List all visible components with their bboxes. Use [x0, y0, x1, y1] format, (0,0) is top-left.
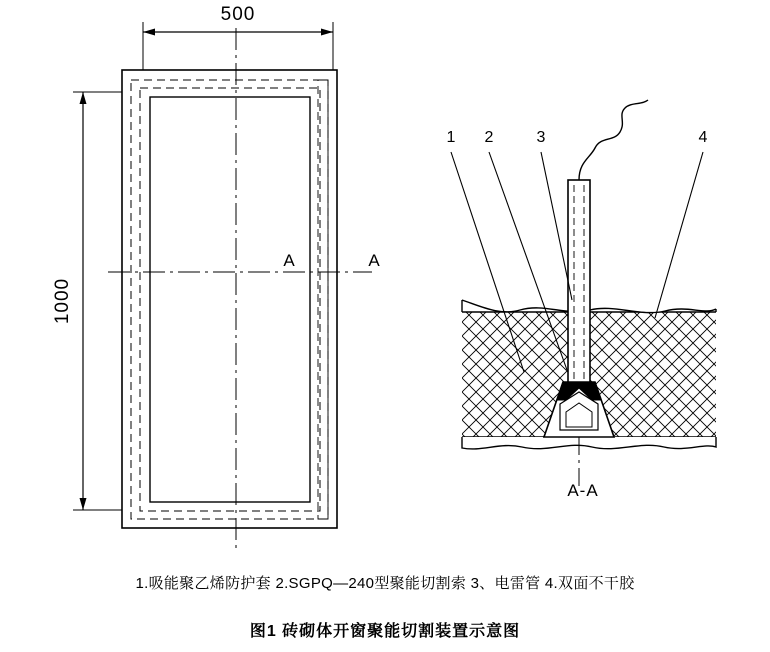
callout-label-4: 4 — [698, 129, 708, 146]
legend-text: 1.吸能聚乙烯防护套 2.SGPQ—240型聚能切割索 3、电雷管 4.双面不干胶 — [135, 575, 635, 592]
figure-caption: 图1 砖砌体开窗聚能切割装置示意图 — [249, 623, 521, 640]
section-title-label: A-A — [567, 481, 599, 500]
detonator-lead-wire — [579, 100, 648, 180]
callout-label-1: 1 — [446, 129, 456, 146]
width-dimension-label: 500 — [220, 4, 256, 25]
section-mark-right-label: A — [368, 251, 380, 270]
elevation-view — [52, 4, 380, 548]
callout-label-3: 3 — [536, 129, 546, 146]
section-mark-left-label: A — [283, 251, 295, 270]
width-dimension — [143, 22, 333, 75]
window-opening-outline — [150, 97, 310, 502]
polyethylene-sleeve — [568, 180, 590, 395]
height-dimension — [73, 92, 125, 510]
height-dimension-label: 1000 — [52, 277, 73, 325]
section-view — [447, 100, 716, 500]
leader-line-4 — [655, 152, 703, 318]
callout-label-2: 2 — [484, 129, 494, 146]
